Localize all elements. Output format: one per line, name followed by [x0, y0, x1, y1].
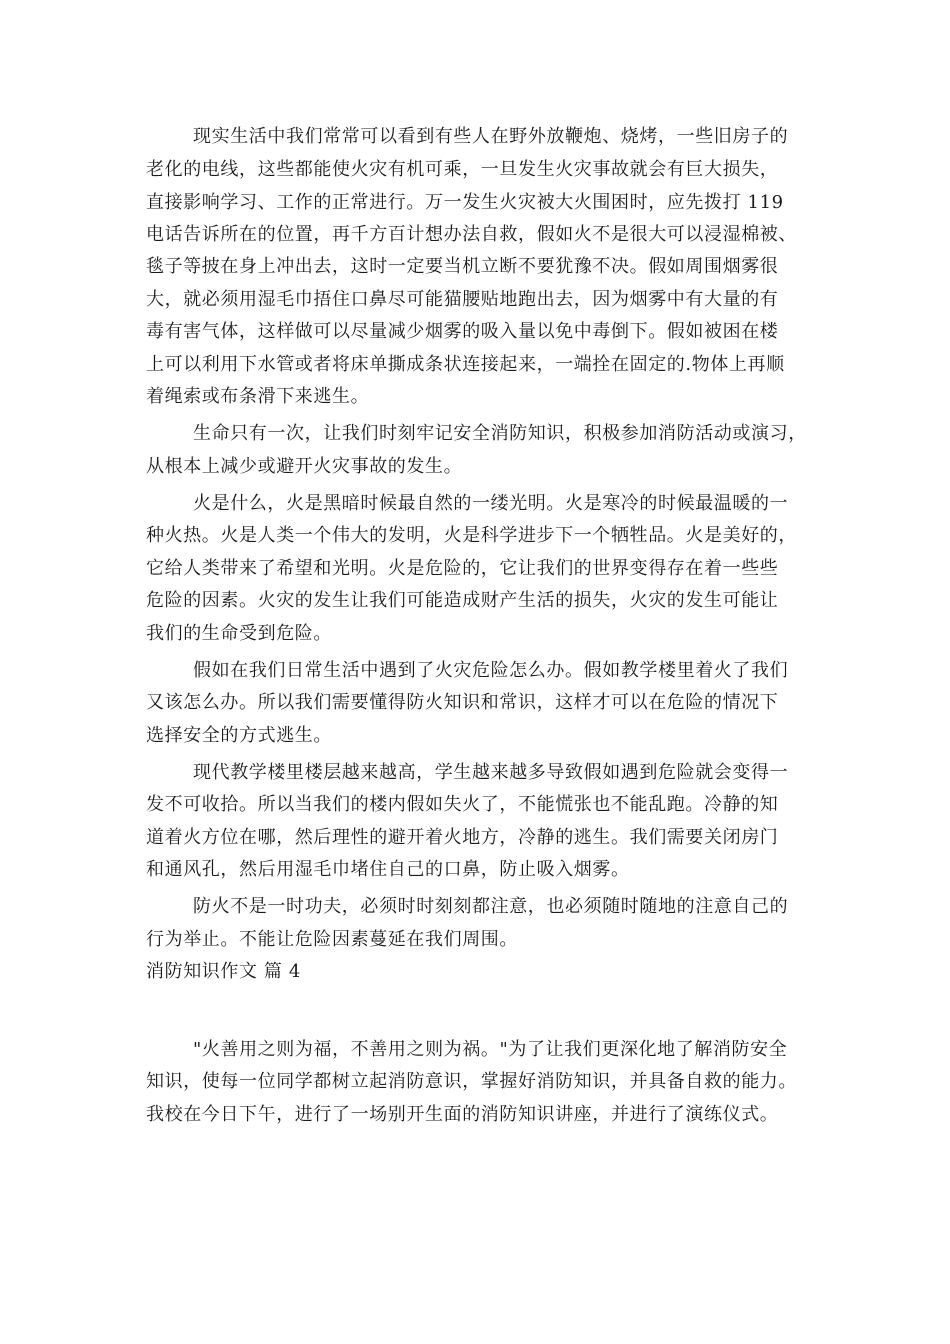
paragraph-line: 火是什么，火是黑暗时候最自然的一缕光明。火是寒冷的时候最温暖的一	[193, 493, 789, 514]
paragraph-line: 大，就必须用湿毛巾捂住口鼻尽可能猫腰贴地跑出去，因为烟雾中有大量的有	[146, 289, 779, 310]
paragraph-line: 我们的生命受到危险。	[146, 623, 332, 644]
paragraph-line: 行为举止。不能让危险因素蔓延在我们周围。	[146, 929, 518, 950]
paragraph-line: "火善用之则为福，不善用之则为祸。"为了让我们更深化地了解消防安全	[193, 1039, 788, 1060]
paragraph-line: 选择安全的方式逃生。	[146, 725, 332, 746]
paragraph-line: 生命只有一次，让我们时刻牢记安全消防知识，积极参加消防活动或演习，	[193, 423, 807, 444]
paragraph-line: 上可以利用下水管或者将床单撕成条状连接起来，一端拴在固定的.物体上再顺	[146, 354, 785, 375]
paragraph-line: 种火热。火是人类一个伟大的发明，火是科学进步下一个牺牲品。火是美好的，	[146, 525, 797, 546]
paragraph-line: 道着火方位在哪，然后理性的避开着火地方，冷静的逃生。我们需要关闭房门	[146, 827, 779, 848]
paragraph-line: 假如在我们日常生活中遇到了火灾危险怎么办。假如教学楼里着火了我们	[193, 660, 789, 681]
paragraph-line: 现实生活中我们常常可以看到有些人在野外放鞭炮、烧烤，一些旧房子的	[193, 126, 789, 147]
paragraph-line: 防火不是一时功夫，必须时时刻刻都注意，也必须随时随地的注意自己的	[193, 896, 789, 917]
paragraph-line: 从根本上减少或避开火灾事故的发生。	[146, 456, 463, 477]
paragraph-line: 发不可收拾。所以当我们的楼内假如失火了，不能慌张也不能乱跑。冷静的知	[146, 794, 779, 815]
paragraph-line: 它给人类带来了希望和光明。火是危险的，它让我们的世界变得存在着一些些	[146, 558, 779, 579]
paragraph-line: 老化的电线，这些都能使火灾有机可乘，一旦发生火灾事故就会有巨大损失，	[146, 159, 779, 180]
paragraph-line: 电话告诉所在的位置，再千方百计想办法自救，假如火不是很大可以浸湿棉被、	[146, 224, 797, 245]
paragraph-line: 毒有害气体，这样做可以尽量减少烟雾的吸入量以免中毒倒下。假如被困在楼	[146, 321, 779, 342]
paragraph-line: 又该怎么办。所以我们需要懂得防火知识和常识，这样才可以在危险的情况下	[146, 692, 779, 713]
paragraph-line: 危险的因素。火灾的发生让我们可能造成财产生活的损失，火灾的发生可能让	[146, 590, 779, 611]
paragraph-line: 我校在今日下午，进行了一场别开生面的消防知识讲座，并进行了演练仪式。	[146, 1104, 779, 1125]
paragraph-line: 着绳索或布条滑下来逃生。	[146, 386, 370, 407]
paragraph-line: 知识，使每一位同学都树立起消防意识，掌握好消防知识，并具备自救的能力。	[146, 1071, 797, 1092]
paragraph-line: 现代教学楼里楼层越来越高，学生越来越多导致假如遇到危险就会变得一	[193, 762, 789, 783]
paragraph-line: 和通风孔，然后用湿毛巾堵住自己的口鼻，防止吸入烟雾。	[146, 859, 630, 880]
paragraph-line: 毯子等披在身上冲出去，这时一定要当机立断不要犹豫不决。假如周围烟雾很	[146, 256, 779, 277]
paragraph-line: 直接影响学习、工作的正常进行。万一发生火灾被大火围困时，应先拨打 119	[146, 192, 784, 213]
section-heading: 消防知识作文 篇 4	[146, 961, 301, 982]
